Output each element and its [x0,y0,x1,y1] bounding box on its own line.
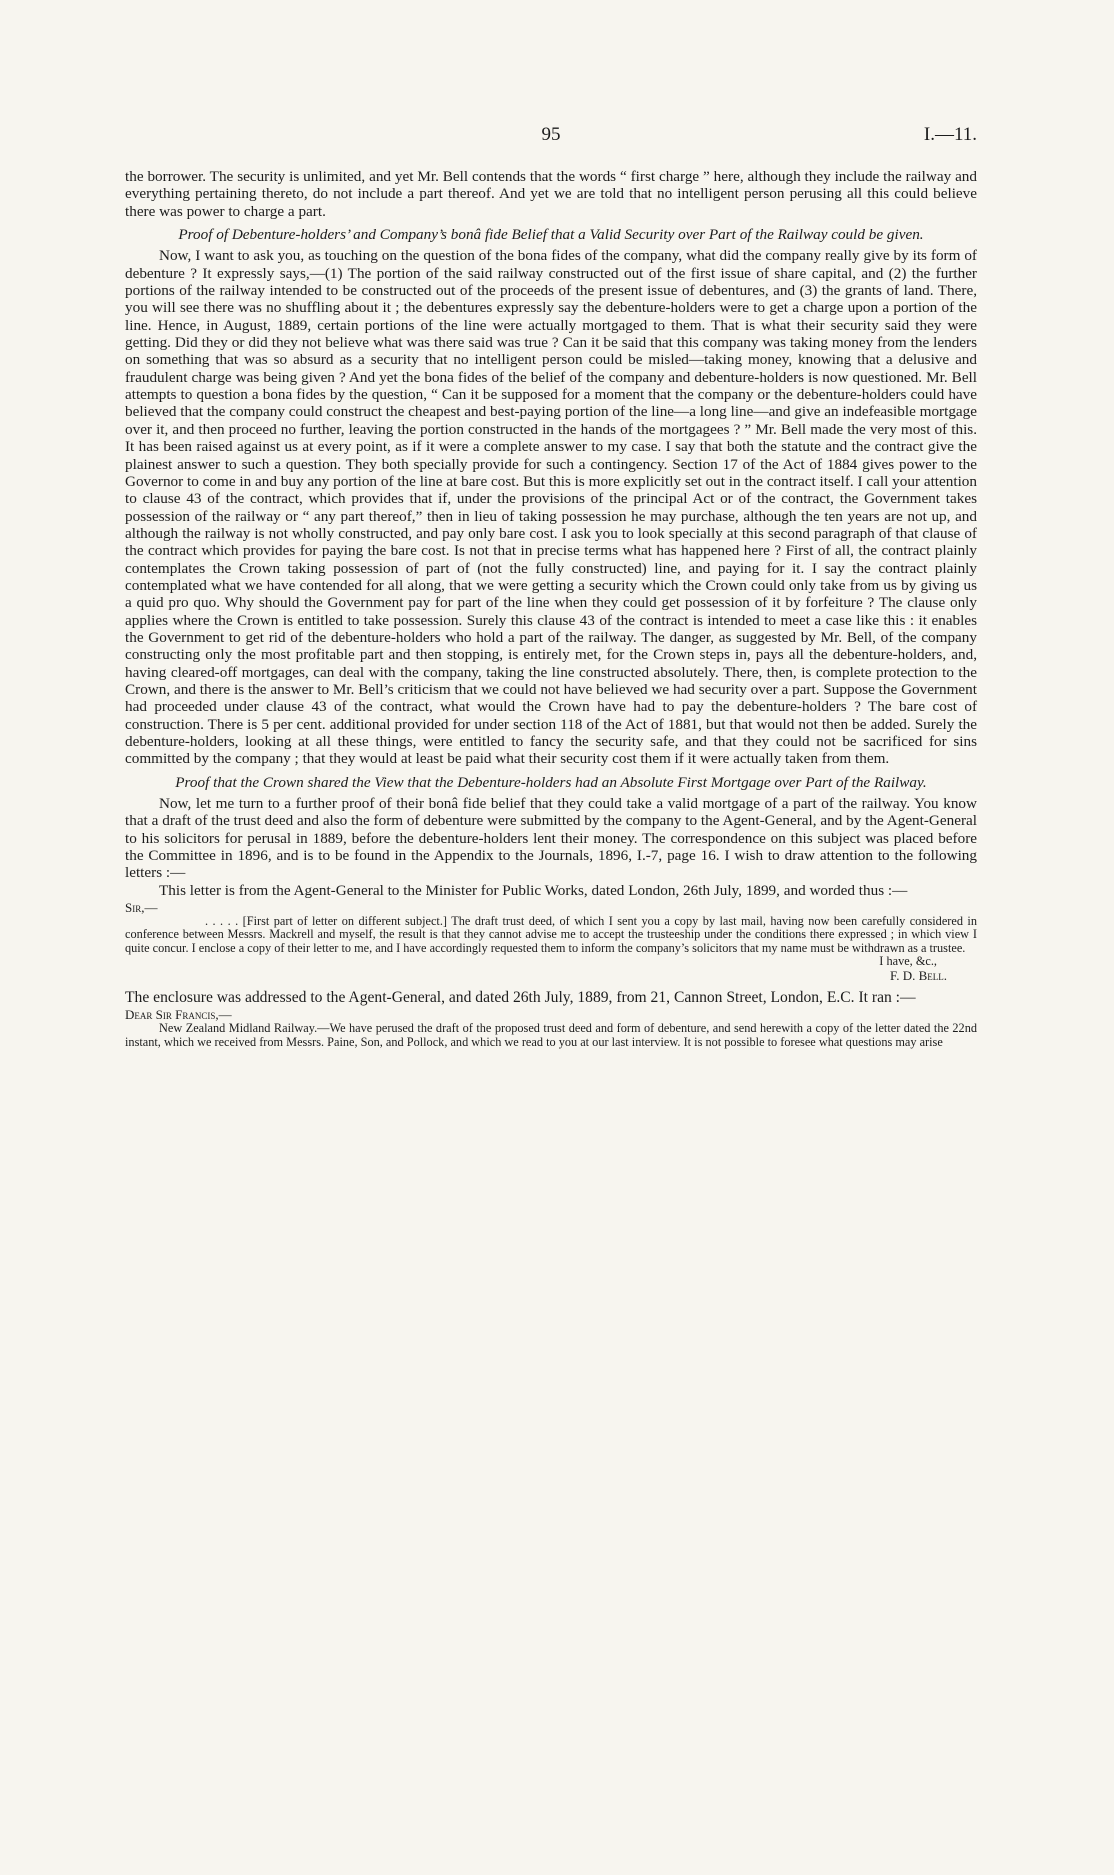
section-heading-2: Proof that the Crown shared the View that the Debenture-holders had an Absolute First Mortgage over Part of the Railway. [175,773,927,791]
letter-1-body: . . . . . [First part of letter on different subject.] The draft trust deed, of which I sent you a copy by last mail, having now been carefully considered in conference between Messrs. Mackrell and myself, the result is that they cannot advise me to accept the trusteeship under the conditions there expressed ; in which view I quite concur. I enclose a copy of their letter to me, and I have accordingly requested them to inform the company’s solicitors that my name must be withdrawn as a trustee. [125,913,977,955]
letter-1-closing-row [125,955,977,969]
document-reference: I.—11. [923,124,977,145]
section-heading-1: Proof of Debenture-holders’ and Company’s bonâ fide Belief that a Valid Security over Part of the Railway could be given. [178,226,924,244]
letter-block-2 [125,1008,977,1049]
paragraph-letter-intro: This letter is from the Agent-General to the Minister for Public Works, dated London, 26th July, 1899, and worded thus :— [159,881,908,899]
letter-block-1 [125,901,977,983]
intro-paragraph: the borrower. The security is unlimited, and yet Mr. Bell contends that the words “ first charge ” here, although they include the railway and everything pertaining thereto, do not include a part thereof. And yet we are told that no intelligent person perusing all this could believe there was power to charge a part. [125,168,977,220]
letter-1-closing: I have, &c., [879,954,937,969]
letter-1-salutation: Sir,— [125,900,158,916]
page-number: 95 [541,124,561,145]
paragraph-further-proof: Now, let me turn to a further proof of their bonâ fide belief that they could take a valid mortgage of a part of the railway. You know that a draft of the trust deed and also the form of debenture were submitted by the company to the Agent-General, and by the Agent-General to his solicitors for perusal in 1889, before the debenture-holders lent their money. The correspondence on this subject was placed before the Committee in 1896, and is to be found in the Appendix to the Journals, 1896, I.-7, page 16. I wish to draw attention to the following letters :— [125,795,977,882]
page-header [125,118,977,148]
letter-1-signature-row [125,969,977,983]
letter-1-signature: F. D. Bell. [890,968,947,984]
letter-2-body: New Zealand Midland Railway.—We have perused the draft of the proposed trust deed and form of debenture, and send herewith a copy of the letter dated the 22nd instant, which we received from Messrs. Paine, Son, and Pollock, and which we read to you at our last interview. It is not possible to foresee what questions may arise [125,1021,977,1049]
letter-2-salutation: Dear Sir Francis,— [125,1007,232,1023]
paragraph-bona-fides: Now, I want to ask you, as touching on the question of the bona fides of the company, what did the company really give by its form of debenture ? It expressly says,—(1) The portion of the said railway constructed out of the first issue of share capital, and (2) the further portions of the railway intended to be constructed out of the proceeds of the present issue of debentures, and (3) the grants of land. There, you will see there was no shuffling about it ; the debentures expressly say the debenture-holders were to get a charge upon a portion of the line. Hence, in August, 1889, certain portions of the line were actually mortgaged to them. That is what their security said they were getting. Did they or did they not believe what was there said was true ? Can it be said that this company was taking money from the lenders on something that was so absurd as a security that no intelligent person could be misled—taking money, knowing that a delusive and fraudulent charge was being given ? And yet the bona fides of the belief of the company and debenture-holders is now questioned. Mr. Bell attempts to question a bona fides by the question, “ Can it be supposed for a moment that the company or the debenture-holders could have believed that the company could construct the cheapest and best-paying portion of the line—a long line—and give an indefeasible mortgage over it, and then proceed no further, leaving the portion constructed in the hands of the mortgagees ? ” Mr. Bell made the very most of this. It has been raised against us at every point, as if it were a complete answer to my case. I say that both the statute and the contract give the plainest answer to such a question. They both specially provide for such a contingency. Section 17 of the Act of 1884 gives power to the Governor to come in and buy any portion of the line at bare cost. But this is more explicitly set out in the contract itself. I call your attention to clause 43 of the contract, which provides that if, under the provisions of the principal Act or of the contract, the Government takes possession of the railway or “ any part thereof,” then in lieu of taking possession he may purchase, although the ten years are not up, and although the railway is not wholly constructed, and pay only bare cost. I ask you to look specially at this second paragraph of that clause of the contract which provides for paying the bare cost. Is not that in precise terms what has happened here ? First of all, the contract plainly contemplates the Crown taking possession of part of (not the fully constructed) line, and paying for it. I say the contract plainly contemplated what we have contended for all along, that we were getting a security which the Crown could only take from us by giving us a quid pro quo. Why should the Government pay for part of the line when they could get possession of it by forfeiture ? The clause only applies where the Crown is entitled to take possession. Surely this clause 43 of the contract is intended to meet a case like this : it enables the Government to get rid of the debenture-holders who hold a part of the railway. The danger, as suggested by Mr. Bell, of the company constructing only the most profitable part and then stopping, is entirely met, for the Crown steps in, pays all the debenture-holders, and, having cleared-off mortgages, can deal with the company, taking the line constructed absolutely. There, then, is complete protection to the Crown, and there is the answer to Mr. Bell’s criticism that we could not have believed we had security over a part. Suppose the Government had proceeded under clause 43 of the contract, what would the Crown have had to pay the debenture-holders ? The bare cost of construction. There is 5 per cent. additional provided for under section 118 of the Act of 1881, but that would not then be added. Surely the debenture-holders, looking at all these things, were entitled to fancy the security safe, and that they could not be sacrificed for sins committed by the company ; that they would at least be paid what their security cost them if it were actually taken from them. [125,247,977,768]
paragraph-enclosure: The enclosure was addressed to the Agent-General, and dated 26th July, 1889, from 21, Cannon Street, London, E.C. It ran :— [125,988,916,1006]
document-body [125,168,977,1049]
